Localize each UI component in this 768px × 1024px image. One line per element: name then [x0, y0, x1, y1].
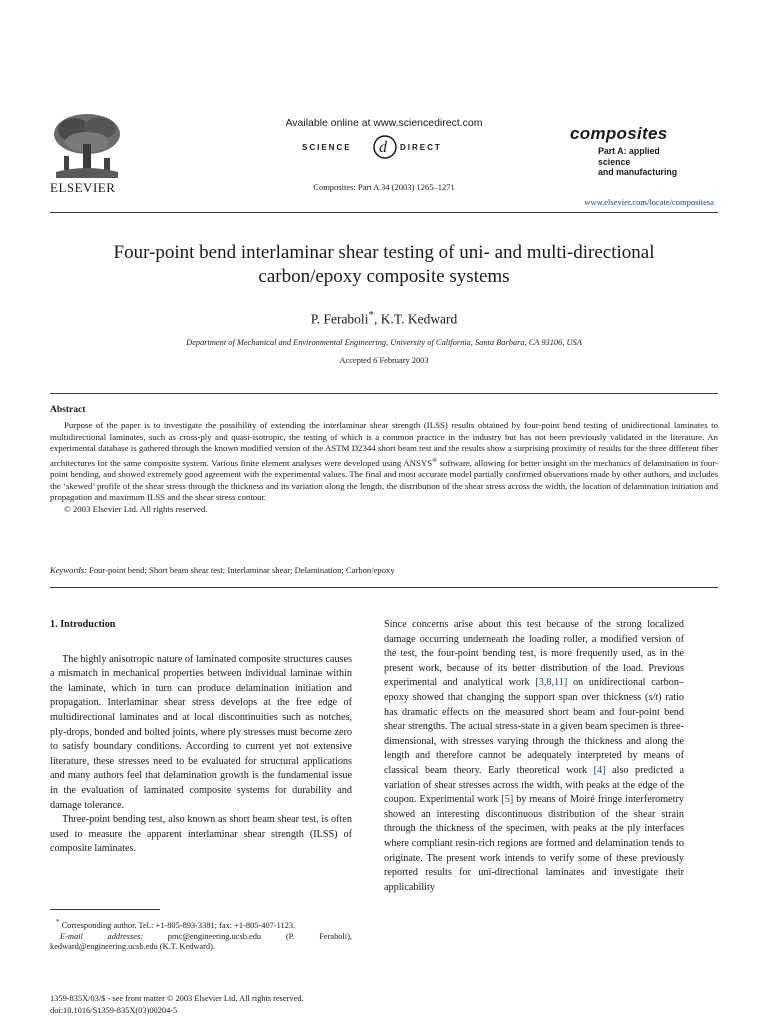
citation-link[interactable]: [4]	[593, 764, 606, 776]
front-matter-info	[50, 993, 304, 1016]
footnote-mark: *	[56, 918, 60, 926]
abstract-bottom-rule	[50, 587, 718, 588]
abstract-heading: Abstract	[50, 405, 86, 415]
sd-science-text: SCIENCE	[302, 143, 352, 152]
footnote	[50, 917, 352, 953]
citation: Composites: Part A 34 (2003) 1265–1271	[313, 182, 455, 192]
footnote-emails[interactable]: pmc@engineering.ucsb.edu (P. Feraboli), kedward@engineering.ucsb.edu (K.T. Kedward).	[50, 931, 352, 952]
right-column	[384, 618, 684, 895]
svg-text:d: d	[379, 139, 387, 156]
left-column	[50, 618, 352, 857]
sd-direct-text: DIRECT	[400, 143, 442, 152]
keywords-list: Four-point bend; Short beam shear test; Interlaminar shear; Delamination; Carbon/epoxy	[86, 565, 395, 575]
title-line-2: carbon/epoxy composite systems	[258, 266, 510, 287]
footnote-rule	[50, 909, 160, 910]
issn-line: 1359-835X/03/$ - see front matter © 2003 Elsevier Ltd. All rights reserved.	[50, 994, 304, 1003]
keywords	[50, 565, 718, 575]
publisher-name: ELSEVIER	[50, 180, 116, 195]
footnote-line-2	[50, 932, 352, 954]
journal-url-link[interactable]: www.elsevier.com/locate/compositesa	[584, 197, 714, 207]
abstract-body	[50, 420, 718, 516]
abstract-top-rule	[50, 393, 718, 394]
sciencedirect-logo-icon	[300, 132, 470, 162]
author-2: , K.T. Kedward	[373, 311, 458, 327]
abstract-paragraph	[50, 420, 718, 504]
text-segment: Since concerns arise about this test because of the strong localized damage occurring underneath the loading roller, a modified version of the test, the four-point bending test, is more frequently used, as in the present work, because of its better distribution of the load. Previous experimental and analytical work	[384, 619, 684, 689]
keywords-label: Keywords:	[50, 565, 87, 575]
intro-paragraph-continued	[384, 618, 684, 895]
abstract-text-part-2: software, allowing for better insight on the mechanics of delamination in four-point bending, and showed extremely good agreement with the experimental values. The final and most accurate model partially confirmed observations made by other authors, and includes the ‘skewed’ profile of the shear stress through the thickness and its variation along the length, the distribution of the shear stress across the width, the location of delamination initiation and propagation and maximum ILSS and the shear stress contour.	[50, 457, 719, 503]
accepted-date: Accepted 6 February 2003	[339, 356, 429, 365]
intro-paragraph-2: Three-point bending test, also known as short beam shear test, is often used to measure the apparent interlaminar shear strength (ILSS) of composite laminates.	[50, 814, 352, 855]
text-segment: ) ratio has dramatic effects on the measured short beam and four-point bend shear strengths. The actual stress-state in a given beam specimen is three-dimensional, with stresses varying through the thickness and along the length and therefore cannot be adequately interpreted by means of classical beam theory. Early theoretical work	[384, 691, 684, 776]
header-rule	[50, 212, 718, 213]
email-label: E-mail addresses:	[60, 931, 144, 941]
available-online-text: Available online at www.sciencedirect.com	[285, 117, 483, 129]
doi-line[interactable]: doi:10.1016/S1359-835X(03)00204-5	[50, 1005, 178, 1015]
article-title	[40, 241, 728, 289]
affiliation: Department of Mechanical and Environmental Engineering, University of California, Santa Barbara, CA 93106, USA	[186, 338, 582, 347]
journal-subtitle	[598, 146, 690, 178]
italic-ratio: s/t	[648, 691, 659, 703]
footnote-line-1	[50, 917, 352, 932]
journal-subtitle-line-1: Part A: applied science	[598, 146, 660, 167]
citation-link[interactable]: [5]	[501, 794, 514, 806]
authors	[0, 309, 768, 328]
journal-name: composites	[570, 124, 668, 143]
section-heading-introduction: 1. Introduction	[50, 619, 116, 630]
journal-logo	[570, 124, 690, 178]
registered-mark: ®	[432, 456, 438, 464]
intro-paragraph-1: The highly anisotropic nature of laminated composite structures causes a mismatch in mechanical properties between individual laminae within the laminate, which in turn can produce delamination initiation and propagation. Interlaminar shear stress develops at the free edge of multidirectional laminates and at local discontinuities such as notches, ply-drops, bonded and bolted joints, where ply stresses must become zero to satisfy boundary conditions. According to current yet not extensive literature, these stresses need to be evaluated for structural applications and many authors feel that delamination growth is the fundamental issue in the evaluation of laminated composite systems for durability and damage tolerance.	[50, 653, 352, 811]
text-segment: on unidirectional carbon–epoxy showed that changing the support span over thickness (	[384, 677, 685, 703]
journal-subtitle-line-2: and manufacturing	[598, 167, 678, 177]
title-line-1: Four-point bend interlaminar shear testing of uni- and multi-directional	[113, 242, 655, 263]
text-segment: by means of Moiré fringe interferometry showed an interesting discontinuous distribution of the shear strain through the thickness of the specimen, with peaks at the ply interfaces where compliant resin-rich regions are formed and delamination tends to originate. The present work intends to verify some of these previously reported results for uni-directional laminates and investigate their applicability	[384, 794, 684, 893]
abstract-text-part-1: Purpose of the paper is to investigate the possibility of extending the interlaminar shear strength (ILSS) results obtained by four-point bend testing of unidirectional laminates to multidirectional laminates, such as cross-ply and quasi-isotropic, the testing of which is a common practice in the industry but has not been previously validated in the literature. An experimental database is gathered through the known modified version of the ASTM D2344 short beam test and the results show a surprising proximity of results for the three different fiber architectures for the same composite system. Various finite element analyses were developed using ANSYS	[50, 420, 718, 468]
footnote-contact: Corresponding author. Tel.: +1-805-893-3381; fax: +1-805-407-1123.	[59, 920, 296, 930]
text-segment: also predicted a variation of shear stresses across the width, with peaks at the edge of the coupon. Experimental work	[384, 764, 684, 806]
abstract-copyright: © 2003 Elsevier Ltd. All rights reserved.	[64, 504, 208, 515]
citation-link[interactable]: [3,8,11]	[535, 677, 568, 689]
corresponding-mark[interactable]: *	[368, 309, 374, 321]
author-1: P. Feraboli	[310, 311, 369, 327]
